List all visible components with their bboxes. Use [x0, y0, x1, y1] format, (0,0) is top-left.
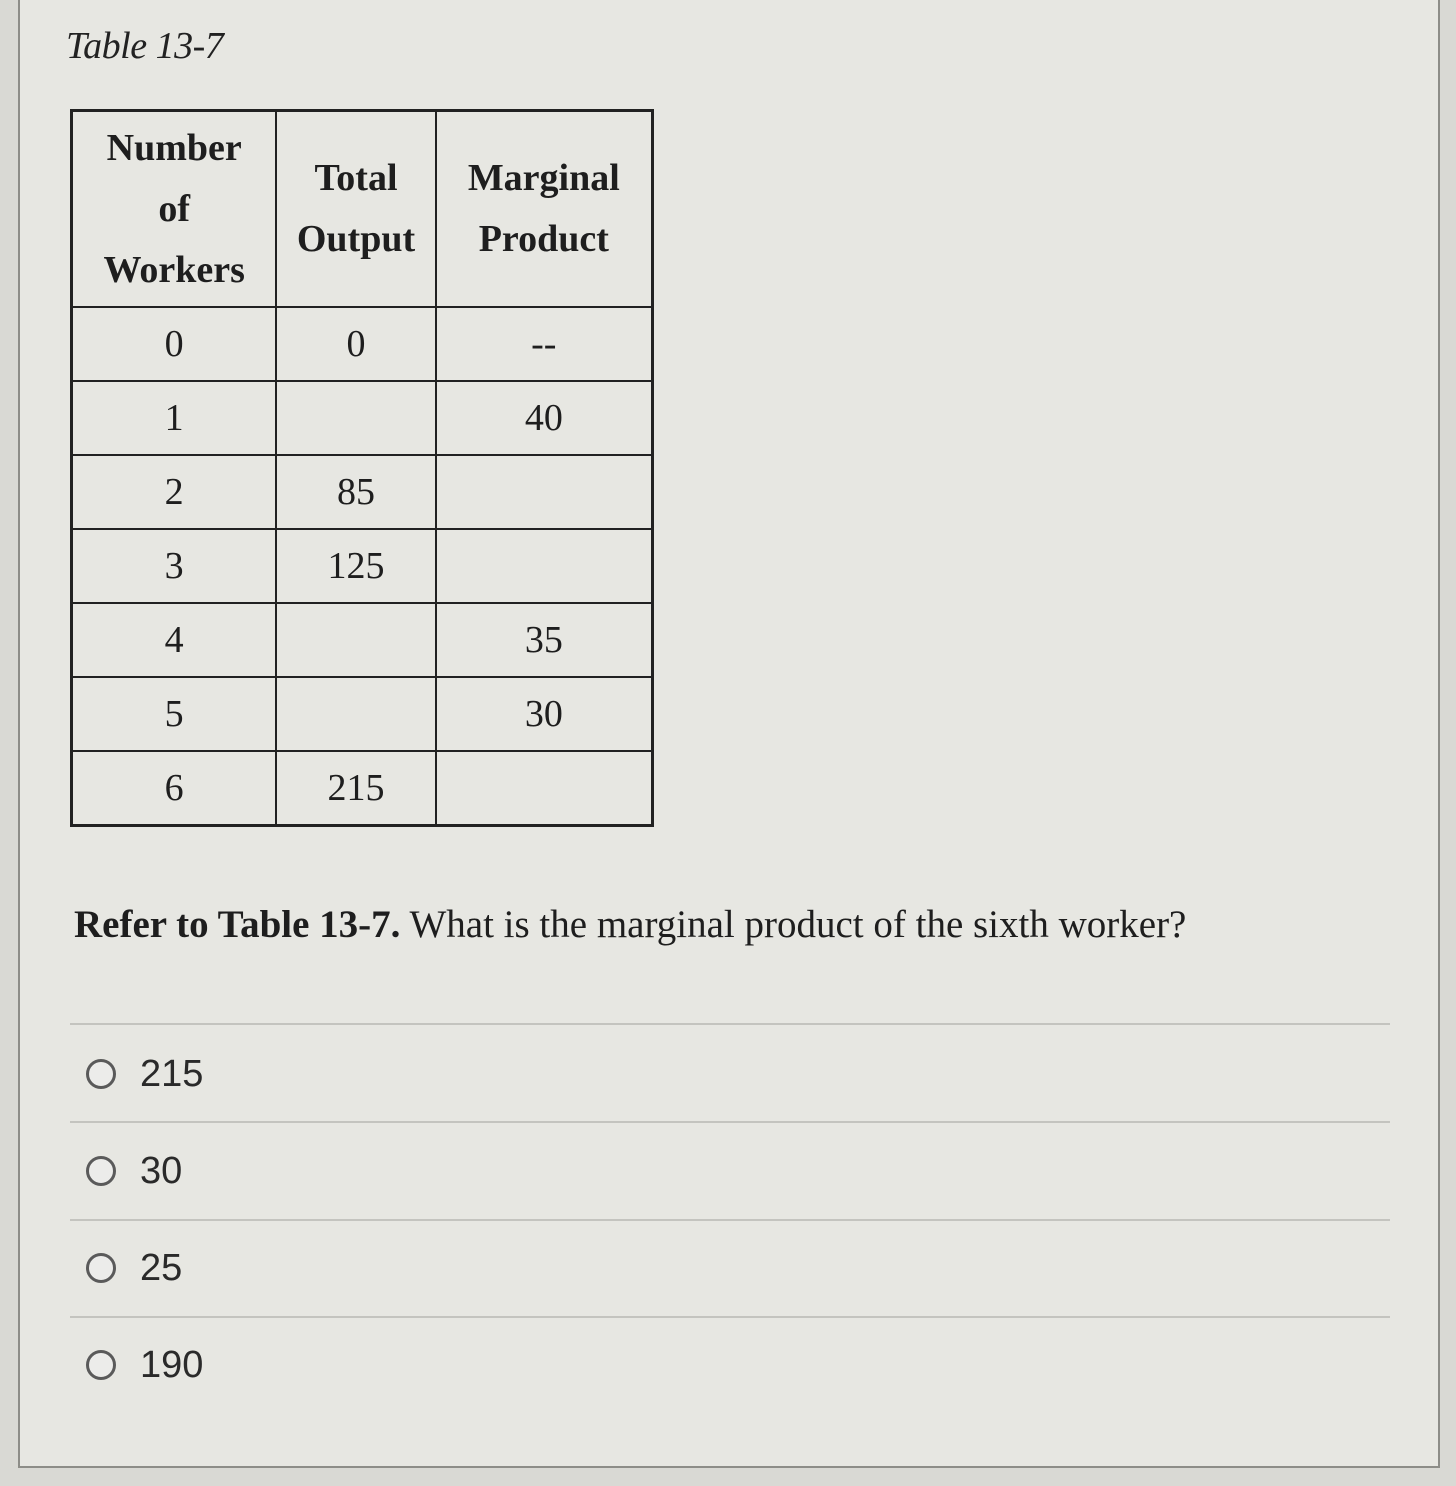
option-divider — [70, 1219, 1390, 1221]
cell-marginal-product — [436, 529, 653, 603]
table-title: Table 13-7 — [66, 25, 224, 67]
option-divider — [70, 1316, 1390, 1318]
table-row — [72, 455, 653, 529]
radio-button[interactable] — [86, 1059, 116, 1089]
cell-total-output: 215 — [276, 751, 435, 826]
cell-workers: 1 — [72, 381, 277, 455]
cell-workers: 2 — [72, 455, 277, 529]
option-label: 190 — [140, 1343, 204, 1386]
cell-total-output — [276, 603, 435, 677]
header-row — [72, 111, 653, 308]
cell-marginal-product — [436, 455, 653, 529]
answer-option-215[interactable] — [86, 1044, 203, 1104]
table-row — [72, 529, 653, 603]
option-label: 30 — [140, 1149, 183, 1192]
cell-workers: 4 — [72, 603, 277, 677]
answer-option-25[interactable] — [86, 1238, 182, 1298]
cell-total-output: 125 — [276, 529, 435, 603]
question-ref: Refer to Table 13-7. — [74, 903, 401, 946]
table-row — [72, 381, 653, 455]
table-row — [72, 307, 653, 381]
question-body: What is the marginal product of the sixth worker? — [400, 903, 1187, 946]
option-label: 215 — [140, 1052, 204, 1095]
cell-marginal-product: 35 — [436, 603, 653, 677]
radio-button[interactable] — [86, 1156, 116, 1186]
cell-total-output — [276, 677, 435, 751]
option-label: 25 — [140, 1246, 183, 1289]
cell-workers: 0 — [72, 307, 277, 381]
production-table — [70, 109, 654, 827]
cell-workers: 6 — [72, 751, 277, 826]
cell-total-output: 85 — [276, 455, 435, 529]
header-workers: Number of Workers — [72, 111, 277, 308]
cell-marginal-product: 40 — [436, 381, 653, 455]
cell-total-output: 0 — [276, 307, 435, 381]
cell-marginal-product: -- — [436, 307, 653, 381]
header-marginal-product: Marginal Product — [436, 111, 653, 308]
cell-workers: 3 — [72, 529, 277, 603]
answer-option-30[interactable] — [86, 1141, 182, 1201]
radio-button[interactable] — [86, 1350, 116, 1380]
cell-total-output — [276, 381, 435, 455]
table-row — [72, 677, 653, 751]
header-total-output: Total Output — [276, 111, 435, 308]
option-divider — [70, 1121, 1390, 1123]
table-row — [72, 603, 653, 677]
answer-option-190[interactable] — [86, 1335, 203, 1395]
radio-button[interactable] — [86, 1253, 116, 1283]
question-text — [74, 902, 1186, 947]
cell-marginal-product — [436, 751, 653, 826]
cell-workers: 5 — [72, 677, 277, 751]
option-divider — [70, 1023, 1390, 1025]
table-row — [72, 751, 653, 826]
cell-marginal-product: 30 — [436, 677, 653, 751]
